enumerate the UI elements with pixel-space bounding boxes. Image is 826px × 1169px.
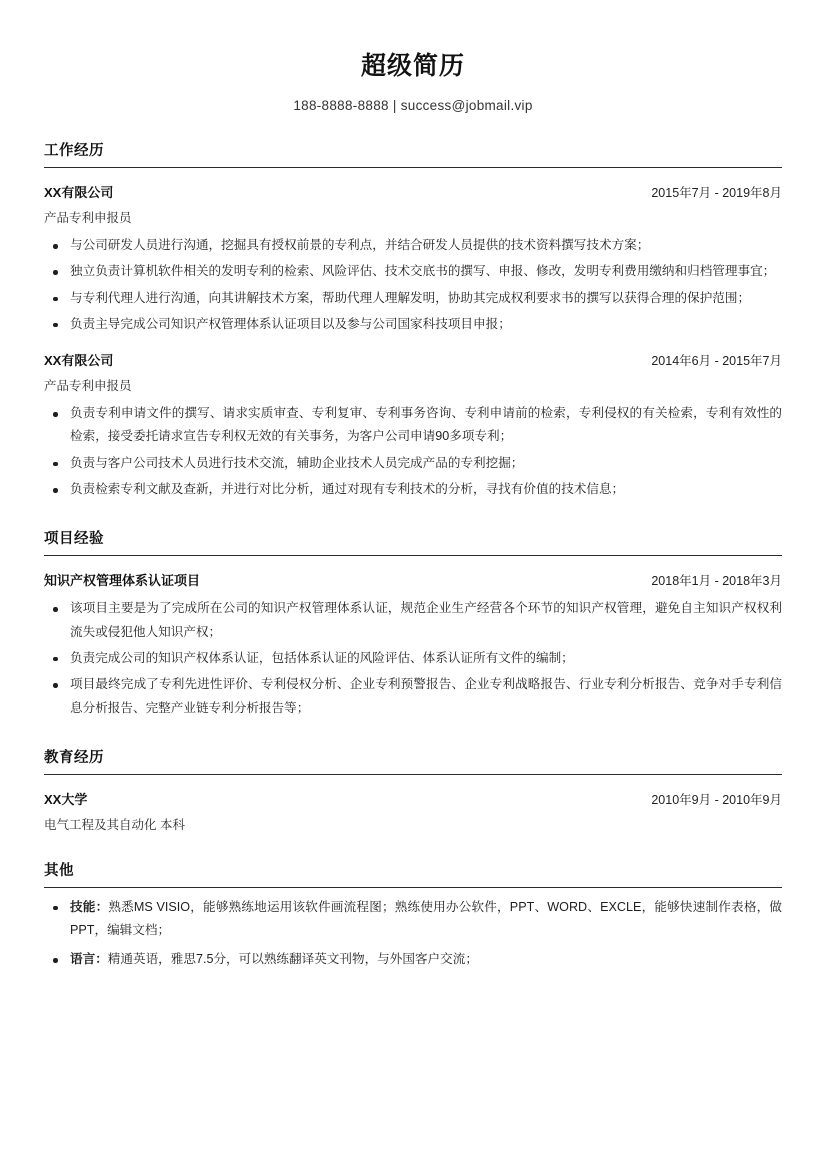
entry-title: XX有限公司	[44, 185, 114, 200]
entry-date: 2010年9月 - 2010年9月	[651, 792, 782, 807]
entry-date: 2014年6月 - 2015年7月	[651, 354, 782, 369]
list-item: 负责与客户公司技术人员进行技术交流，辅助企业技术人员完成产品的专利挖掘；	[44, 452, 782, 475]
entry-header	[44, 789, 782, 808]
work-entry	[44, 182, 782, 336]
section-title: 项目经验	[44, 527, 782, 556]
list-item	[44, 948, 782, 971]
entry-subtitle: 产品专利申报员	[44, 211, 132, 225]
section-other	[44, 859, 782, 972]
list-item: 与公司研发人员进行沟通，挖掘具有授权前景的专利点，并结合研发人员提供的技术资料撰写技术方案；	[44, 234, 782, 257]
section-title: 其他	[44, 859, 782, 888]
entry-title: XX大学	[44, 791, 88, 807]
item-text: 熟悉MS VISIO，能够熟练地运用该软件画流程图；熟练使用办公软件，PPT、WORD、EXCLE，能够快速制作表格，做PPT，编辑文档；	[70, 899, 782, 938]
entry-header	[44, 182, 782, 201]
resume-contact: 188-8888-8888 | success@jobmail.vip	[293, 98, 533, 113]
item-label: 技能：	[70, 899, 109, 914]
section-education	[44, 746, 782, 833]
item-text: 精通英语，雅思7.5分，可以熟练翻译英文刊物，与外国客户交流；	[107, 952, 478, 967]
entry-subtitle: 产品专利申报员	[44, 379, 132, 394]
section-work-experience	[44, 139, 782, 501]
project-entry	[44, 570, 782, 719]
list-item	[44, 896, 782, 943]
other-bullet-list	[44, 896, 782, 972]
entry-date: 2018年1月 - 2018年3月	[651, 574, 782, 589]
entry-subtitle: 电气工程及其自动化 本科	[44, 817, 185, 832]
section-title: 教育经历	[44, 746, 782, 775]
item-label: 语言：	[70, 952, 108, 967]
list-item: 该项目主要是为了完成所在公司的知识产权管理体系认证，规范企业生产经营各个环节的知识产权管理，避免自主知识产权权利流失或侵犯他人知识产权；	[44, 597, 782, 644]
list-item: 独立负责计算机软件相关的发明专利的检索、风险评估、技术交底书的撰写、申报、修改，发明专利费用缴纳和归档管理事宜；	[44, 260, 782, 283]
list-item: 负责完成公司的知识产权体系认证，包括体系认证的风险评估、体系认证所有文件的编制；	[44, 647, 782, 670]
resume-name: 超级简历	[360, 52, 465, 80]
list-item: 负责检索专利文献及查新，并进行对比分析，通过对现有专利技术的分析，寻找有价值的技术信息；	[44, 478, 782, 501]
entry-title: 知识产权管理体系认证项目	[44, 573, 201, 589]
education-entry	[44, 789, 782, 833]
list-item: 负责主导完成公司知识产权管理体系认证项目以及参与公司国家科技项目申报；	[44, 313, 782, 336]
entry-title: XX有限公司	[44, 353, 114, 369]
entry-bullet-list	[44, 234, 782, 336]
list-item: 负责专利申请文件的撰写、请求实质审查、专利复审、专利事务咨询、专利申请前的检索，专利侵权的有关检索，专利有效性的检索，接受委托请求宣告专利权无效的有关事务，为客户公司申请90多项专利；	[44, 402, 782, 449]
section-project-experience	[44, 527, 782, 719]
entry-header	[44, 570, 782, 589]
entry-date: 2015年7月 - 2019年8月	[651, 186, 782, 200]
work-entry	[44, 350, 782, 501]
entry-bullet-list	[44, 597, 782, 719]
entry-bullet-list	[44, 402, 782, 501]
entry-header	[44, 350, 782, 369]
section-title: 工作经历	[44, 139, 782, 168]
list-item: 与专利代理人进行沟通，向其讲解技术方案，帮助代理人理解发明，协助其完成权利要求书的撰写以获得合理的保护范围；	[44, 287, 782, 310]
list-item: 项目最终完成了专利先进性评价、专利侵权分析、企业专利预警报告、企业专利战略报告、行业专利分析报告、竞争对手专利信息分析报告、完整产业链专利分析报告等；	[44, 673, 782, 720]
